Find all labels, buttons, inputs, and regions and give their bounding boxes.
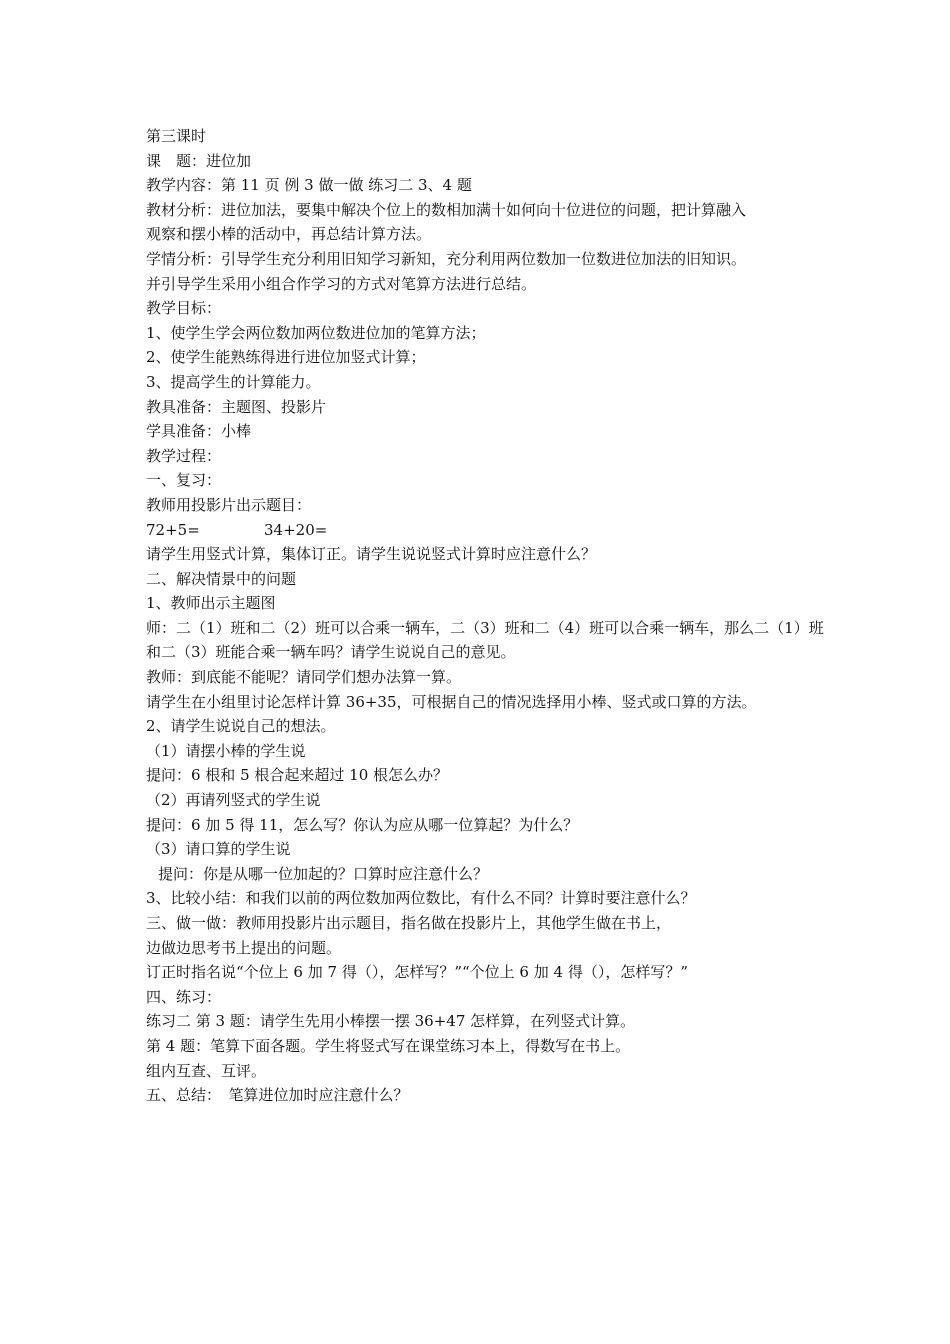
teaching-process-heading: 教学过程： [146, 446, 222, 465]
student-analysis-1: 学情分析：引导学生充分利用旧知学习新知，充分利用两位数加一位数进位加法的旧知识。 [146, 249, 747, 268]
group-discussion: 请学生在小组里讨论怎样计算 36+35，可根据自己的情况选择用小棒、竖式或口算的方法。 [146, 692, 757, 711]
question-2: 提问：6 加 5 得 11，怎么写？你认为应从哪一位算起？为什么？ [146, 815, 579, 834]
sub-step-3: （3）请口算的学生说 [146, 840, 291, 859]
exercise-b: 34+20= [264, 520, 328, 539]
section-4-heading: 四、练习： [146, 987, 222, 1006]
teaching-goals-heading: 教学目标： [146, 299, 222, 318]
review-intro: 教师用投影片出示题目： [146, 495, 312, 514]
step-2: 2、请学生说说自己的想法。 [146, 717, 336, 736]
step-3: 3、比较小结：和我们以前的两位数加两位数比，有什么不同？计算时要注意什么？ [146, 889, 696, 908]
teacher-dialog-2: 和二（3）班能合乘一辆车吗？请学生说说自己的意见。 [146, 643, 516, 662]
goal-2: 2、使学生能熟练得进行进位加竖式计算； [146, 348, 426, 367]
question-3: 提问：你是从哪一位加起的？口算时应注意什么？ [158, 864, 489, 883]
teaching-content: 教学内容：第 11 页 例 3 做一做 练习二 3、4 题 [146, 176, 472, 195]
teacher-dialog-1: 师：二（1）班和二（2）班可以合乘一辆车，二（3）班和二（4）班可以合乘一辆车，那么二（1）班 [146, 618, 824, 637]
student-materials: 学具准备：小棒 [146, 422, 252, 441]
exercise-4: 第 4 题：笔算下面各题。学生将竖式写在课堂练习本上，得数写在书上。 [146, 1036, 631, 1055]
peer-review: 组内互查、互评。 [146, 1061, 267, 1080]
review-heading: 一、复习： [146, 471, 222, 490]
lesson-number: 第三课时 [146, 127, 207, 145]
sub-step-2: （2）再请列竖式的学生说 [146, 791, 321, 810]
section-2-heading: 二、解决情景中的问题 [146, 569, 297, 588]
lesson-topic: 课 题：进位加 [146, 151, 252, 170]
material-analysis-2: 观察和摆小棒的活动中，再总结计算方法。 [146, 225, 432, 244]
material-analysis-1: 教材分析：进位加法，要集中解决个位上的数相加满十如何向十位进位的问题，把计算融入 [146, 200, 747, 219]
section-3-line-2: 边做边思考书上提出的问题。 [146, 938, 342, 957]
exercise-a: 72+5= [146, 520, 200, 539]
section-3-line-1: 三、做一做：教师用投影片出示题目，指名做在投影片上，其他学生做在书上， [146, 914, 672, 932]
teacher-materials: 教具准备：主题图、投影片 [146, 397, 327, 416]
step-1: 1、教师出示主题图 [146, 594, 276, 613]
goal-1: 1、使学生学会两位数加两位数进位加的笔算方法； [146, 323, 486, 342]
lesson-plan-text [146, 124, 836, 1108]
sub-step-1: （1）请摆小棒的学生说 [146, 741, 306, 760]
summary: 五、总结： 笔算进位加时应注意什么？ [146, 1086, 409, 1105]
correction-line: 订正时指名说“个位上 6 加 7 得（），怎样写？”“个位上 6 加 4 得（），怎样写？” [146, 963, 688, 982]
exercise-3: 练习二 第 3 题：请学生先用小棒摆一摆 36+47 怎样算，在列竖式计算。 [146, 1012, 636, 1031]
review-exercises [146, 518, 836, 543]
student-analysis-2: 并引导学生采用小组合作学习的方式对笔算方法进行总结。 [146, 274, 537, 293]
review-instruction: 请学生用竖式计算，集体订正。请学生说说竖式计算时应注意什么？ [146, 545, 597, 564]
teacher-dialog-3: 教师：到底能不能呢？请同学们想办法算一算。 [146, 668, 462, 687]
question-1: 提问：6 根和 5 根合起来超过 10 根怎么办？ [146, 766, 449, 785]
goal-3: 3、提高学生的计算能力。 [146, 372, 321, 391]
